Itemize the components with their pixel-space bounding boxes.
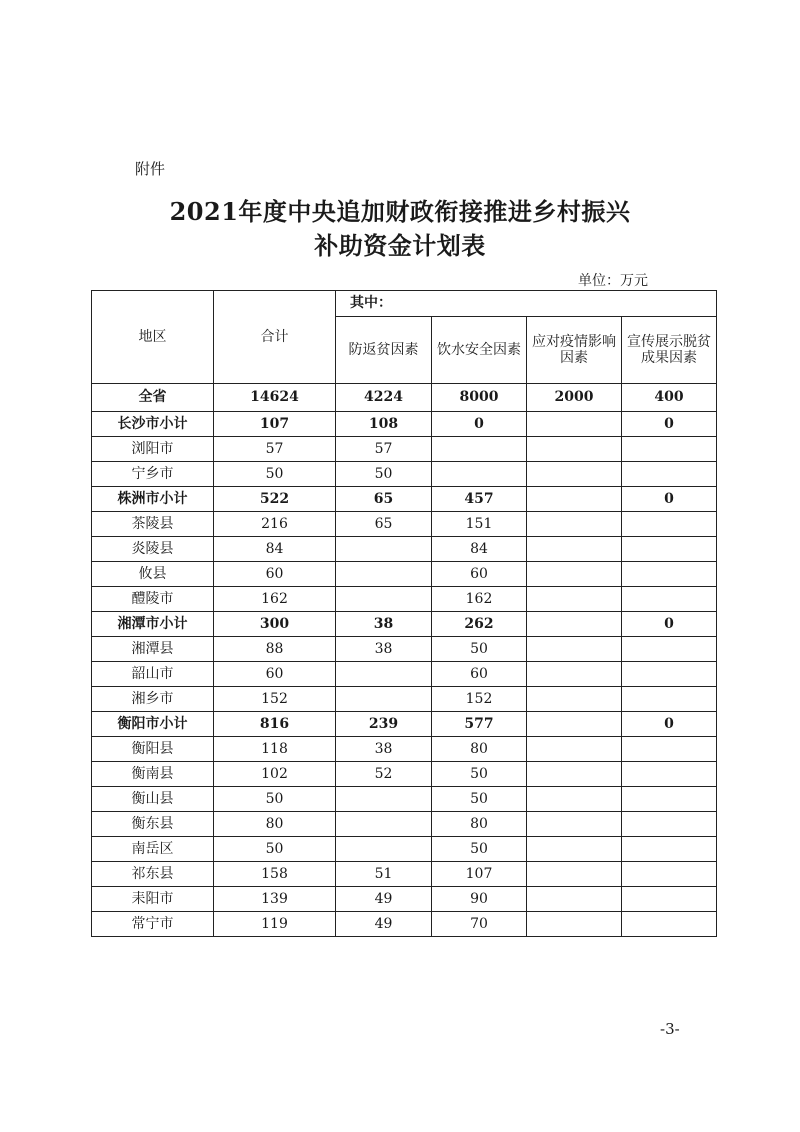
- cell-anti-poverty: 239: [336, 712, 432, 737]
- table-row: [92, 612, 717, 637]
- cell-publicity: [622, 787, 717, 812]
- cell-total: 102: [214, 762, 336, 787]
- cell-anti-poverty: 57: [336, 437, 432, 462]
- cell-total: 158: [214, 862, 336, 887]
- cell-total: 119: [214, 912, 336, 937]
- cell-water-safety: 457: [432, 487, 527, 512]
- cell-epidemic: [527, 662, 622, 687]
- cell-water-safety: 60: [432, 562, 527, 587]
- cell-epidemic: [527, 837, 622, 862]
- cell-water-safety: 50: [432, 762, 527, 787]
- cell-publicity: [622, 887, 717, 912]
- table-body: [92, 384, 717, 937]
- table-row: [92, 487, 717, 512]
- cell-epidemic: 2000: [527, 384, 622, 412]
- cell-anti-poverty: [336, 562, 432, 587]
- cell-total: 300: [214, 612, 336, 637]
- cell-epidemic: [527, 512, 622, 537]
- cell-region: 耒阳市: [92, 887, 214, 912]
- cell-region: 湘潭市小计: [92, 612, 214, 637]
- cell-total: 57: [214, 437, 336, 462]
- cell-water-safety: 80: [432, 737, 527, 762]
- table-row: [92, 462, 717, 487]
- cell-epidemic: [527, 562, 622, 587]
- cell-region: 韶山市: [92, 662, 214, 687]
- cell-region: 衡阳县: [92, 737, 214, 762]
- cell-anti-poverty: 4224: [336, 384, 432, 412]
- page-number: -3-: [660, 1020, 680, 1038]
- table-row: [92, 837, 717, 862]
- cell-region: 浏阳市: [92, 437, 214, 462]
- cell-anti-poverty: 38: [336, 612, 432, 637]
- table-row: [92, 437, 717, 462]
- cell-water-safety: 107: [432, 862, 527, 887]
- cell-region: 攸县: [92, 562, 214, 587]
- cell-epidemic: [527, 737, 622, 762]
- table-row: [92, 412, 717, 437]
- cell-water-safety: 262: [432, 612, 527, 637]
- cell-epidemic: [527, 537, 622, 562]
- cell-total: 50: [214, 462, 336, 487]
- cell-publicity: 0: [622, 612, 717, 637]
- cell-publicity: [622, 462, 717, 487]
- cell-total: 14624: [214, 384, 336, 412]
- cell-region: 湘潭县: [92, 637, 214, 662]
- cell-publicity: 0: [622, 412, 717, 437]
- cell-anti-poverty: [336, 812, 432, 837]
- cell-publicity: 0: [622, 487, 717, 512]
- cell-total: 816: [214, 712, 336, 737]
- cell-region: 湘乡市: [92, 687, 214, 712]
- cell-publicity: 400: [622, 384, 717, 412]
- table-row: [92, 687, 717, 712]
- cell-water-safety: 84: [432, 537, 527, 562]
- cell-anti-poverty: [336, 687, 432, 712]
- cell-region: 株洲市小计: [92, 487, 214, 512]
- cell-water-safety: 162: [432, 587, 527, 612]
- table-row: [92, 737, 717, 762]
- cell-publicity: [622, 812, 717, 837]
- cell-anti-poverty: 52: [336, 762, 432, 787]
- cell-epidemic: [527, 712, 622, 737]
- cell-region: 衡东县: [92, 812, 214, 837]
- table-row: [92, 812, 717, 837]
- cell-publicity: 0: [622, 712, 717, 737]
- cell-anti-poverty: [336, 537, 432, 562]
- cell-water-safety: 152: [432, 687, 527, 712]
- cell-region: 衡南县: [92, 762, 214, 787]
- cell-epidemic: [527, 862, 622, 887]
- cell-total: 50: [214, 837, 336, 862]
- cell-epidemic: [527, 612, 622, 637]
- cell-epidemic: [527, 487, 622, 512]
- cell-region: 常宁市: [92, 912, 214, 937]
- cell-epidemic: [527, 887, 622, 912]
- cell-epidemic: [527, 587, 622, 612]
- cell-water-safety: 8000: [432, 384, 527, 412]
- header-total: 合计: [214, 291, 336, 384]
- cell-region: 醴陵市: [92, 587, 214, 612]
- header-water-safety: 饮水安全因素: [432, 317, 527, 384]
- cell-water-safety: 50: [432, 837, 527, 862]
- attachment-label: 附件: [135, 160, 166, 178]
- cell-epidemic: [527, 412, 622, 437]
- cell-publicity: [622, 687, 717, 712]
- cell-region: 茶陵县: [92, 512, 214, 537]
- cell-publicity: [622, 662, 717, 687]
- header-anti-poverty: 防返贫因素: [336, 317, 432, 384]
- cell-anti-poverty: [336, 587, 432, 612]
- cell-region: 炎陵县: [92, 537, 214, 562]
- cell-region: 衡山县: [92, 787, 214, 812]
- cell-anti-poverty: 38: [336, 737, 432, 762]
- cell-total: 139: [214, 887, 336, 912]
- cell-total: 84: [214, 537, 336, 562]
- table-row: [92, 912, 717, 937]
- header-of-which: 其中：: [336, 291, 717, 317]
- cell-anti-poverty: [336, 662, 432, 687]
- cell-publicity: [622, 737, 717, 762]
- cell-publicity: [622, 437, 717, 462]
- cell-publicity: [622, 862, 717, 887]
- cell-water-safety: 70: [432, 912, 527, 937]
- cell-water-safety: 90: [432, 887, 527, 912]
- cell-total: 80: [214, 812, 336, 837]
- cell-publicity: [622, 762, 717, 787]
- cell-publicity: [622, 562, 717, 587]
- table-row: [92, 662, 717, 687]
- header-region: 地区: [92, 291, 214, 384]
- table-row: [92, 887, 717, 912]
- cell-water-safety: [432, 462, 527, 487]
- cell-region: 宁乡市: [92, 462, 214, 487]
- table-row: [92, 587, 717, 612]
- cell-anti-poverty: [336, 787, 432, 812]
- table-row: [92, 787, 717, 812]
- cell-water-safety: 50: [432, 787, 527, 812]
- table-row: [92, 384, 717, 412]
- table-row: [92, 712, 717, 737]
- header-publicity: 宣传展示脱贫成果因素: [622, 317, 717, 384]
- cell-water-safety: 60: [432, 662, 527, 687]
- unit-label: 单位：万元: [578, 273, 648, 289]
- cell-water-safety: [432, 437, 527, 462]
- cell-publicity: [622, 912, 717, 937]
- table-row: [92, 862, 717, 887]
- cell-anti-poverty: 108: [336, 412, 432, 437]
- cell-anti-poverty: 38: [336, 637, 432, 662]
- document-title-line1: 2021年度中央追加财政衔接推进乡村振兴: [169, 197, 631, 226]
- cell-epidemic: [527, 687, 622, 712]
- cell-total: 216: [214, 512, 336, 537]
- cell-total: 60: [214, 562, 336, 587]
- cell-epidemic: [527, 462, 622, 487]
- table-header-row: [92, 291, 717, 317]
- cell-publicity: [622, 512, 717, 537]
- header-epidemic: 应对疫情影响因素: [527, 317, 622, 384]
- cell-total: 107: [214, 412, 336, 437]
- cell-publicity: [622, 537, 717, 562]
- table-row: [92, 512, 717, 537]
- cell-anti-poverty: 49: [336, 912, 432, 937]
- cell-anti-poverty: 65: [336, 487, 432, 512]
- cell-total: 88: [214, 637, 336, 662]
- cell-water-safety: 80: [432, 812, 527, 837]
- cell-region: 祁东县: [92, 862, 214, 887]
- cell-anti-poverty: 49: [336, 887, 432, 912]
- cell-publicity: [622, 837, 717, 862]
- cell-total: 522: [214, 487, 336, 512]
- cell-total: 152: [214, 687, 336, 712]
- cell-epidemic: [527, 637, 622, 662]
- cell-water-safety: 0: [432, 412, 527, 437]
- cell-total: 162: [214, 587, 336, 612]
- cell-publicity: [622, 637, 717, 662]
- cell-total: 50: [214, 787, 336, 812]
- cell-anti-poverty: 50: [336, 462, 432, 487]
- cell-publicity: [622, 587, 717, 612]
- document-title-line2: 补助资金计划表: [314, 231, 486, 260]
- cell-water-safety: 577: [432, 712, 527, 737]
- table-row: [92, 637, 717, 662]
- cell-region: 全省: [92, 384, 214, 412]
- cell-total: 60: [214, 662, 336, 687]
- funding-plan-table: [91, 290, 717, 937]
- cell-region: 长沙市小计: [92, 412, 214, 437]
- cell-water-safety: 151: [432, 512, 527, 537]
- cell-epidemic: [527, 437, 622, 462]
- cell-anti-poverty: [336, 837, 432, 862]
- cell-epidemic: [527, 912, 622, 937]
- cell-epidemic: [527, 762, 622, 787]
- cell-total: 118: [214, 737, 336, 762]
- cell-region: 衡阳市小计: [92, 712, 214, 737]
- cell-epidemic: [527, 812, 622, 837]
- cell-region: 南岳区: [92, 837, 214, 862]
- cell-anti-poverty: 51: [336, 862, 432, 887]
- cell-epidemic: [527, 787, 622, 812]
- table-row: [92, 537, 717, 562]
- table-row: [92, 562, 717, 587]
- table-row: [92, 762, 717, 787]
- cell-anti-poverty: 65: [336, 512, 432, 537]
- cell-water-safety: 50: [432, 637, 527, 662]
